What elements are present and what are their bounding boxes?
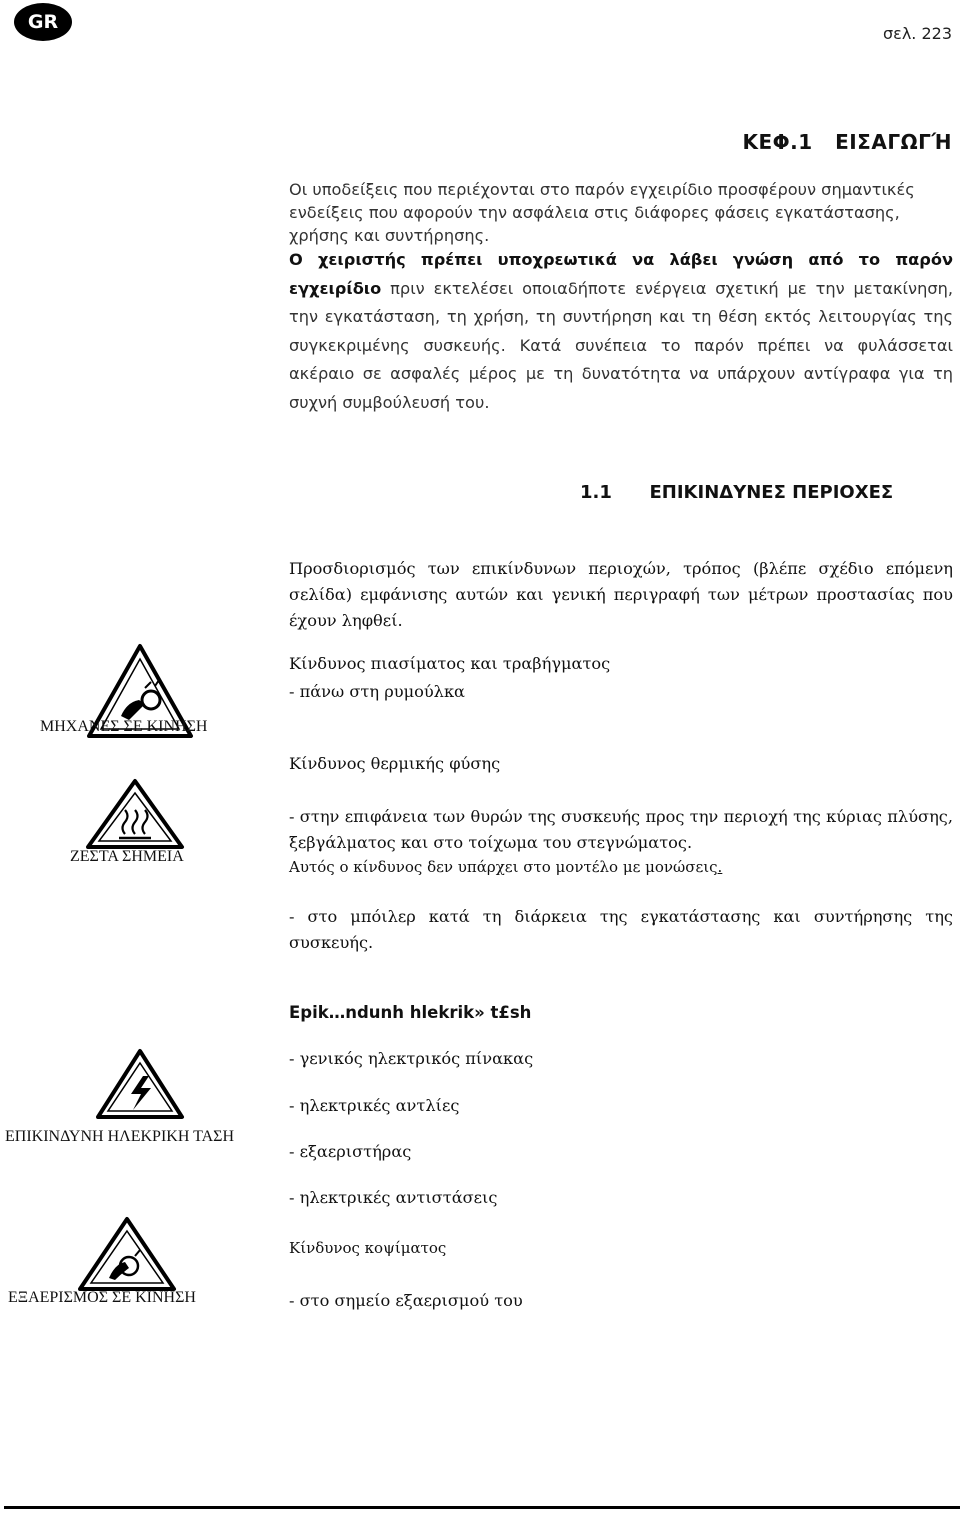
language-badge: GR bbox=[14, 3, 72, 41]
crush-hazard-item: - πάνω στη ρυμούλκα bbox=[289, 682, 465, 701]
fan-moving-label: ΕΞΑΕΡΙΣΜΟΣ ΣΕ ΚΙΝΗΣΗ bbox=[8, 1289, 196, 1306]
thermal-hazard-item-2: - στο μπόιλερ κατά τη διάρκεια της εγκατάστασης και συντήρησης της συσκευής. bbox=[289, 907, 953, 952]
electric-item: - ηλεκτρικές αντλίες bbox=[289, 1096, 460, 1115]
thermal-note-text: Αυτός ο κίνδυνος δεν υπάρχει στο μοντέλο με μονώσεις bbox=[289, 858, 718, 876]
crush-hazard-title: Κίνδυνος πιασίματος και τραβήγματος bbox=[289, 654, 611, 673]
section-paragraph: Προσδιορισμός των επικίνδυνων περιοχών, τρόπος (βλέπε σχέδιο επόμενη σελίδα) εμφάνισης αυτών και γενική περιγραφή των μέτρων προστασίας που έχουν ληφθεί. bbox=[289, 559, 953, 630]
electric-hazard-title: Epik…ndunh hlekrik» t£sh bbox=[289, 1003, 532, 1022]
intro-paragraph: Οι υποδείξεις που περιέχονται στο παρόν εγχειρίδιο προσφέρουν σημαντικές ενδείξεις που αφορούν την ασφάλεια στις διάφορες φάσεις εγκατάστασης, χρήσης και συντήρησης. bbox=[289, 180, 915, 245]
cut-hazard-title: Κίνδυνος κοψίματος bbox=[289, 1239, 447, 1257]
electric-item: - γενικός ηλεκτρικός πίνακας bbox=[289, 1049, 534, 1068]
electric-item: - ηλεκτρικές αντιστάσεις bbox=[289, 1188, 498, 1207]
electric-item: - εξαεριστήρας bbox=[289, 1142, 412, 1161]
hot-points-label: ΖΕΣΤΑ ΣΗΜΕΙΑ bbox=[70, 848, 184, 865]
section-heading bbox=[580, 482, 893, 503]
chapter-title: ΕΙΣΑΓΩΓΉ bbox=[835, 130, 952, 154]
fan-moving-warning-icon bbox=[77, 1216, 177, 1292]
intro-paragraph-2 bbox=[289, 246, 953, 417]
page-number: σελ. 223 bbox=[883, 24, 952, 43]
intro-bold-lead: Ο χειριστής πρέπει υποχρεωτικά να λάβει γνώση από το παρόν εγχειρίδιο bbox=[289, 250, 953, 298]
moving-machinery-label: ΜΗΧΑΝΕΣ ΣΕ ΚΙΝΗΣΗ bbox=[40, 718, 208, 735]
cut-hazard-item: - στο σημείο εξαερισμού του bbox=[289, 1291, 523, 1310]
bottom-divider bbox=[4, 1506, 960, 1509]
section-title: ΕΠΙΚΙΝΔΥΝΕΣ ΠΕΡΙΟΧΕΣ bbox=[649, 482, 894, 503]
intro-paragraph-rest: πριν εκτελέσει οποιαδήποτε ενέργεια σχετική με την μετακίνηση, την εγκατάσταση, τη χρήση, τη συντήρηση και τη θέση εκτός λειτουργίας της συγκεκριμένης συσκευής. Κατά συνέπεια το παρόν πρέπει να φυλάσσεται ακέραιο σε ασφαλές μέρος με τη δυνατότητα να υπάρχουν αντίγραφα για τη συχνή συμβούλευσή του. bbox=[289, 278, 953, 412]
thermal-hazard-title: Κίνδυνος θερμικής φύσης bbox=[289, 754, 501, 773]
thermal-note-end: . bbox=[717, 858, 723, 876]
section-number: 1.1 bbox=[580, 482, 612, 503]
electric-voltage-label: ΕΠΙΚΙΝΔΥΝΗ ΗΛΕΚΡΙΚΗ ΤΑΣΗ bbox=[5, 1128, 235, 1145]
chapter-heading bbox=[743, 130, 953, 154]
hot-surface-warning-icon bbox=[85, 778, 185, 850]
thermal-hazard-item-1: - στην επιφάνεια των θυρών της συσκευής προς την περιοχή της κύριας πλύσης, ξεβγάλματος και στο τοίχωμα του στεγνώματος. bbox=[289, 807, 953, 852]
chapter-number: ΚΕΦ.1 bbox=[742, 130, 813, 154]
electric-voltage-warning-icon bbox=[95, 1048, 185, 1120]
thermal-hazard-note bbox=[289, 858, 722, 876]
